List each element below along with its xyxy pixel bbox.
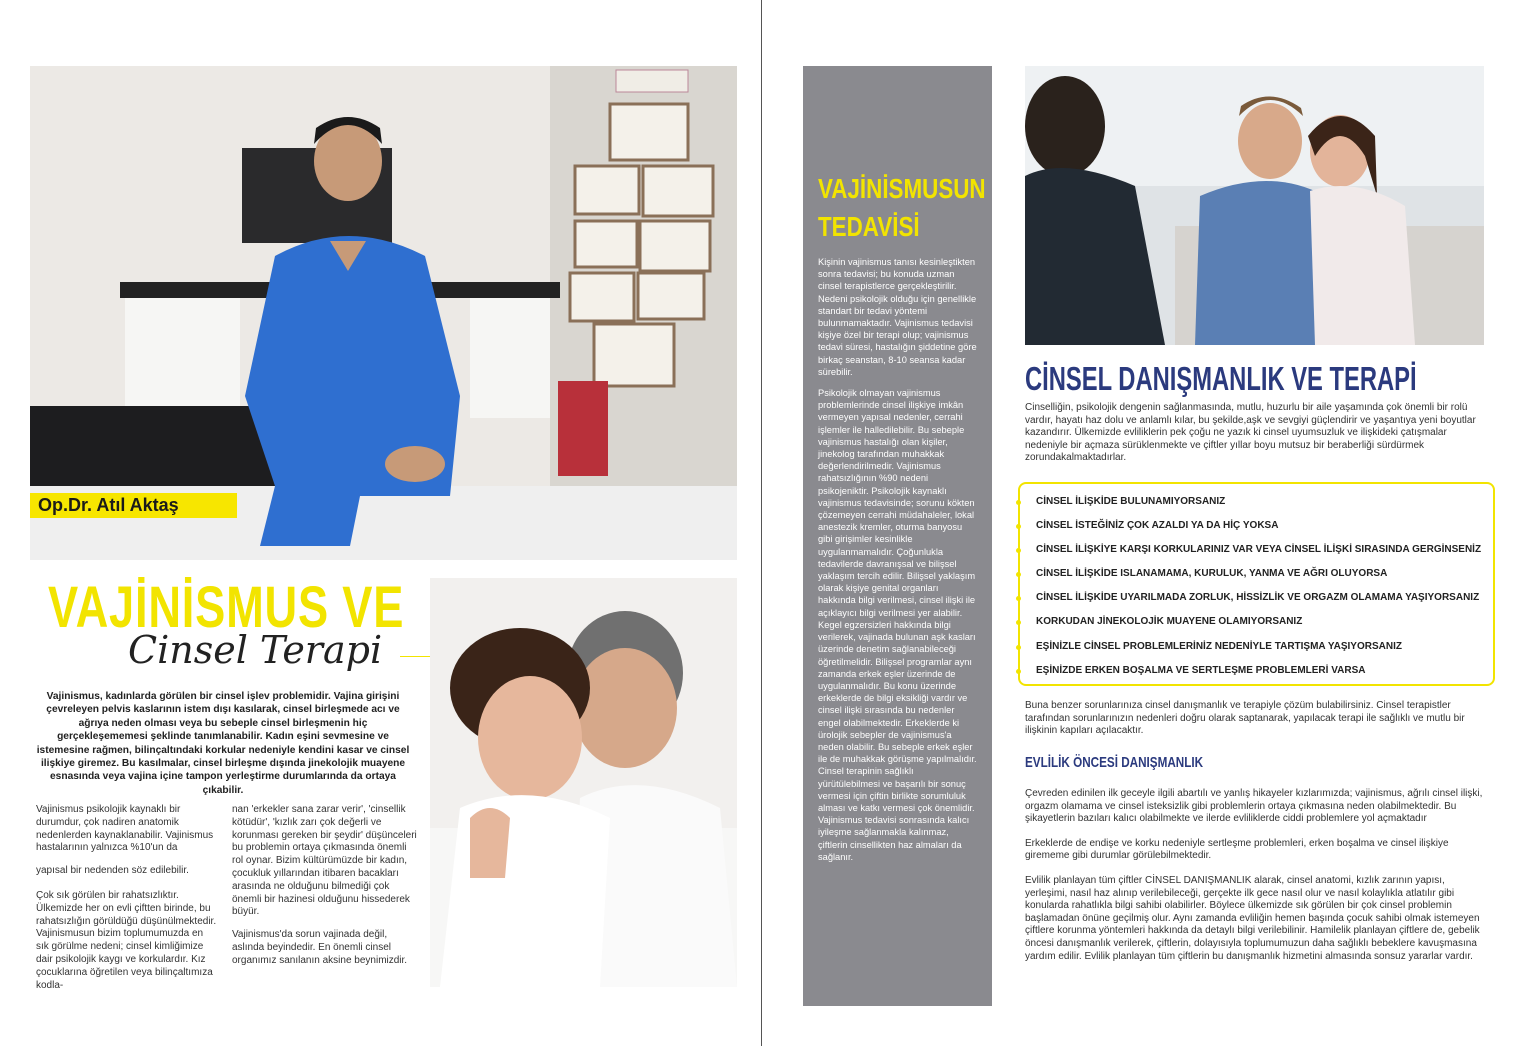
checklist-item: CİNSEL İLİŞKİDE ISLANAMAMA, KURULUK, YANMA VE AĞRI OLUYORSA bbox=[1020, 562, 1493, 586]
page-spine bbox=[761, 0, 762, 1046]
paragraph: Cinselliğin, psikolojik dengenin sağlanmasında, mutlu, huzurlu bir aile yaşamında çok önemli bir rolü vardır, hayatı haz dolu ve anlamlı kılar, bu şekilde,aşk ve sevgiyi güçlendirir ve yaşantıya yeni boyutlar kazandırır. Ülkemizde evliliklerin pek çoğu ne yazık ki cinsel uyumsuzluk ve ilişkideki çatışmalar nedeniyle bir açmaza sürüklenmekte ve çiftler yıllar boyu mutsuz bir beraberliği sürdürmek zorundakalmaktadırlar. bbox=[1025, 402, 1476, 464]
paragraph: Buna benzer sorunlarınıza cinsel danışmanlık ve terapiyle çözüm bulabilirsiniz. Cinsel terapistler tarafından sorunlarınızın nedenleri doğru olarak saptanarak, yapılacak terapi ile sağlıklı ve mutlu bir ilişkinin kapıları açılacaktır. bbox=[1025, 700, 1465, 737]
sidebar-title-line1: VAJİNİSMUSUN bbox=[818, 173, 986, 204]
paragraph: Evlilik planlayan tüm çiftler CİNSEL DANIŞMANLIK alarak, cinsel anatomi, kızlık zarının yapısı, yerleşimi, nasıl haz alınıp verilebileceği, gerçekte ilk gece nasıl olur ve nasıl kolaylıkla atlatılır gibi konularda rahatlıkla bilgi sahibi olabilirler. Böylece ülkemizde sık görülen bir çok cinsel problemin başlamadan önüne geçilmiş olur. Aynı zamanda evliliğin hemen başında çocuk sahibi olmak istemeyen çiftlere korunma yöntemleri hakkında da detaylı bilgi verilebilinir. Hamilelik planlayan çiftlere de, gebelik öncesi danışmanlık verilerek, çiftlerin, dolayısıyla toplumumuzun daha sağlıklı bebeklere kavuşmasına yardım edilir. Evlilik planlayan tüm çiftlerin bu danışmanlık hizmetini almasında sonsuz yararlar vardır. bbox=[1025, 874, 1480, 962]
body-column-2 bbox=[232, 804, 420, 978]
paragraph: Çok sık görülen bir rahatsızlıktır. Ülkemizde her on evli çiftten birinde, bu rahatsızlığın görüldüğü düşünülmektedir. Vajinismusun bizim toplumumuzda en sık görülme nedeni; cinsel kimliğimize dair psikolojik kaygı ve korkulardır. Kız çocuklarına öğretilen veya bilinçaltımıza kodla- bbox=[36, 889, 217, 991]
therapy-photo bbox=[1025, 66, 1484, 345]
checklist-item: CİNSEL İLİŞKİDE BULUNAMIYORSANIZ bbox=[1020, 490, 1493, 514]
paragraph: nan 'erkekler sana zarar verir', 'cinsellik kötüdür', 'kızlık zarı çok değerli ve korunması gereken bir şeydir' düşünceleri bu problemin ortaya çıkmasında önemli rol oynar. Bizim kültürümüzde bir kadın, çocukluk yıllarından itibaren bacakları arasında ne olduğunu bilmediği çok önemli bir hazinesi olduğunu hissederek büyür. bbox=[232, 804, 417, 918]
photo-caption: Op.Dr. Atıl Aktaş bbox=[30, 493, 237, 518]
doctor-photo bbox=[30, 66, 737, 560]
paragraph: yapısal bir nedenden söz edilebilir. bbox=[36, 865, 189, 877]
checklist-item: KORKUDAN JİNEKOLOJİK MUAYENE OLAMIYORSANIZ bbox=[1020, 610, 1493, 634]
article-intro: Vajinismus, kadınlarda görülen bir cinsel işlev problemidir. Vajina girişini çevreleyen pelvis kaslarının istem dışı kasılarak, cinsel birleşmede acı ve ağrıya neden olması veya bu sebeple cinsel birleşmenin hiç gerçekleşememesi şeklinde tanımlanabilir. Kadın eşini sevmesine ve istemesine rağmen, bilinçaltındaki korkular nedeniyle kendini kasar ve cinsel ilişkiye giremez. Bu kasılmalar, cinsel birleşme dışında jinekolojik muayene esnasında veya vajina içine tampon yerleştirme durumlarında da ortaya çıkabilir. bbox=[36, 691, 410, 796]
section-title: CİNSEL DANIŞMANLIK VE TERAPİ bbox=[1025, 360, 1417, 397]
paragraph: Vajinismus psikolojik kaynaklı bir durumdur, çok nadiren anatomik nedenlerden kaynaklanabilir. Vajinismus hastalarının yalnızca %10'un da bbox=[36, 804, 214, 854]
paragraph: Erkeklerde de endişe ve korku nedeniyle sertleşme problemleri, erken boşalma ve cinsel ilişkiye girememe gibi durumlar görülebilmektedir. bbox=[1025, 837, 1449, 862]
paragraph: Psikolojik olmayan vajinismus problemlerinde cinsel ilişkiye imkân vermeyen yapısal nedenler, cerrahi işlemler ile halledilebilir. Bu sebeple vajinismus hastalığı olan kişiler, jinekolog tarafından muhakkak değerlendirilmedir. Vajinismus rahatsızlığının %90 nedeni psikojeniktir. Psikolojik kaynaklı vajinismus tedavisinde; sorunu kökten çözemeyen cerrahi müdahaleler, lokal anestezik kremler, oturma banyosu gibi girişimler kesinlikle uygulanmamalıdır. Çoğunlukla tedavilerde davranışsal ve bilişsel yaklaşım tercih edilir. Bilişsel yaklaşım olarak kişiye genital organları hakkında bilgi verilmesi, cinsel ilişki ile açıklayıcı bilgi verilmesi yer alabilir. Kegel egzersizleri hakkında bilgi verilerek, vajinada bulunan aşk kasları üzerinde denetim sağlanabileceği öğretilmelidir. Bilişsel programlar aynı zamanda erkek eşler üzerinde de uygulanmalıdır. Bu konu üzerinde erkeklerde de bilgi eksikliği vardır ve cinsel ilişki sırasında bu nedenler engel olabilmektedir. Erkeklerde ki ürolojik sebepler de vajinismus'a neden olabilir. Bu sebeple erkek eşler ile de muhakkak görüşme yapılmalıdır. Cinsel terapinin sağlıklı yürütülebilmesi ve başarılı bir sonuç vermesi için çiftin birlikte sorumluluk alması ve katkı vermesi çok önemlidir. Vajinismus tedavisi sonrasında kalıcı iyileşme sağlanmakla kalınmaz, çiftlerin cinsellikten haz almaları da sağlanır. bbox=[818, 388, 977, 862]
symptom-checklist bbox=[1018, 482, 1495, 686]
section-intro bbox=[1025, 402, 1485, 477]
subsection-title: EVLİLİK ÖNCESİ DANIŞMANLIK bbox=[1025, 754, 1204, 771]
paragraph: Kişinin vajinismus tanısı kesinleştikten sonra tedavisi; bu konuda uzman cinsel terapistlerce gerçekleştirilir. Nedeni psikolojik olduğu için genellikle standart bir tedavi yöntemi bulunmamaktadır. Vajinismus tedavisi kişiye özel bir terapi olup; vajinismus tedavi süresi, hastalığın şiddetine göre birkaç seanstan, 8-10 seansa kadar sürebilir. bbox=[818, 257, 977, 377]
after-box-text bbox=[1025, 700, 1485, 750]
checklist-item: EŞİNİZDE ERKEN BOŞALMA VE SERTLEŞME PROBLEMLERİ VARSA bbox=[1020, 659, 1493, 683]
paragraph: Çevreden edinilen ilk geceyle ilgili abartılı ve yanlış hikayeler kızlarımızda; vajinismus, ağrılı cinsel ilişki, orgazm olamama ve cinsel isteksizlik gibi problemlerin ortaya çıkmasına neden olabilmektedir. Bu şikayetlerin bazıları kalıcı olabilmekte ve ilerde evliliklerde ciddi problemlere yol açmaktadır bbox=[1025, 788, 1483, 825]
subsection-body bbox=[1025, 788, 1485, 975]
sidebar-text bbox=[818, 256, 978, 872]
checklist-item: CİNSEL İSTEĞİNİZ ÇOK AZALDI YA DA HİÇ YOKSA bbox=[1020, 514, 1493, 538]
body-column-1 bbox=[36, 804, 218, 1002]
sidebar-title bbox=[818, 170, 986, 246]
article-subtitle: Cinsel Terapi bbox=[128, 628, 383, 672]
checklist-item: CİNSEL İLİŞKİDE UYARILMADA ZORLUK, HİSSİZLİK VE ORGAZM OLAMAMA YAŞIYORSANIZ bbox=[1020, 586, 1493, 610]
checklist-item: EŞİNİZLE CİNSEL PROBLEMLERİNİZ NEDENİYLE TARTIŞMA YAŞIYORSANIZ bbox=[1020, 635, 1493, 659]
paragraph: Vajinismus'da sorun vajinada değil, aslında beyindedir. En önemli cinsel organımız sanılanın aksine beynimizdir. bbox=[232, 929, 408, 966]
checklist-item: CİNSEL İLİŞKİYE KARŞI KORKULARINIZ VAR VEYA CİNSEL İLİŞKİ SIRASINDA GERGİNSENİZ bbox=[1020, 538, 1493, 562]
sidebar-title-line2: TEDAVİSİ bbox=[818, 211, 920, 242]
couple-photo bbox=[430, 578, 737, 987]
article-title: VAJİNİSMUS VE bbox=[48, 575, 405, 640]
